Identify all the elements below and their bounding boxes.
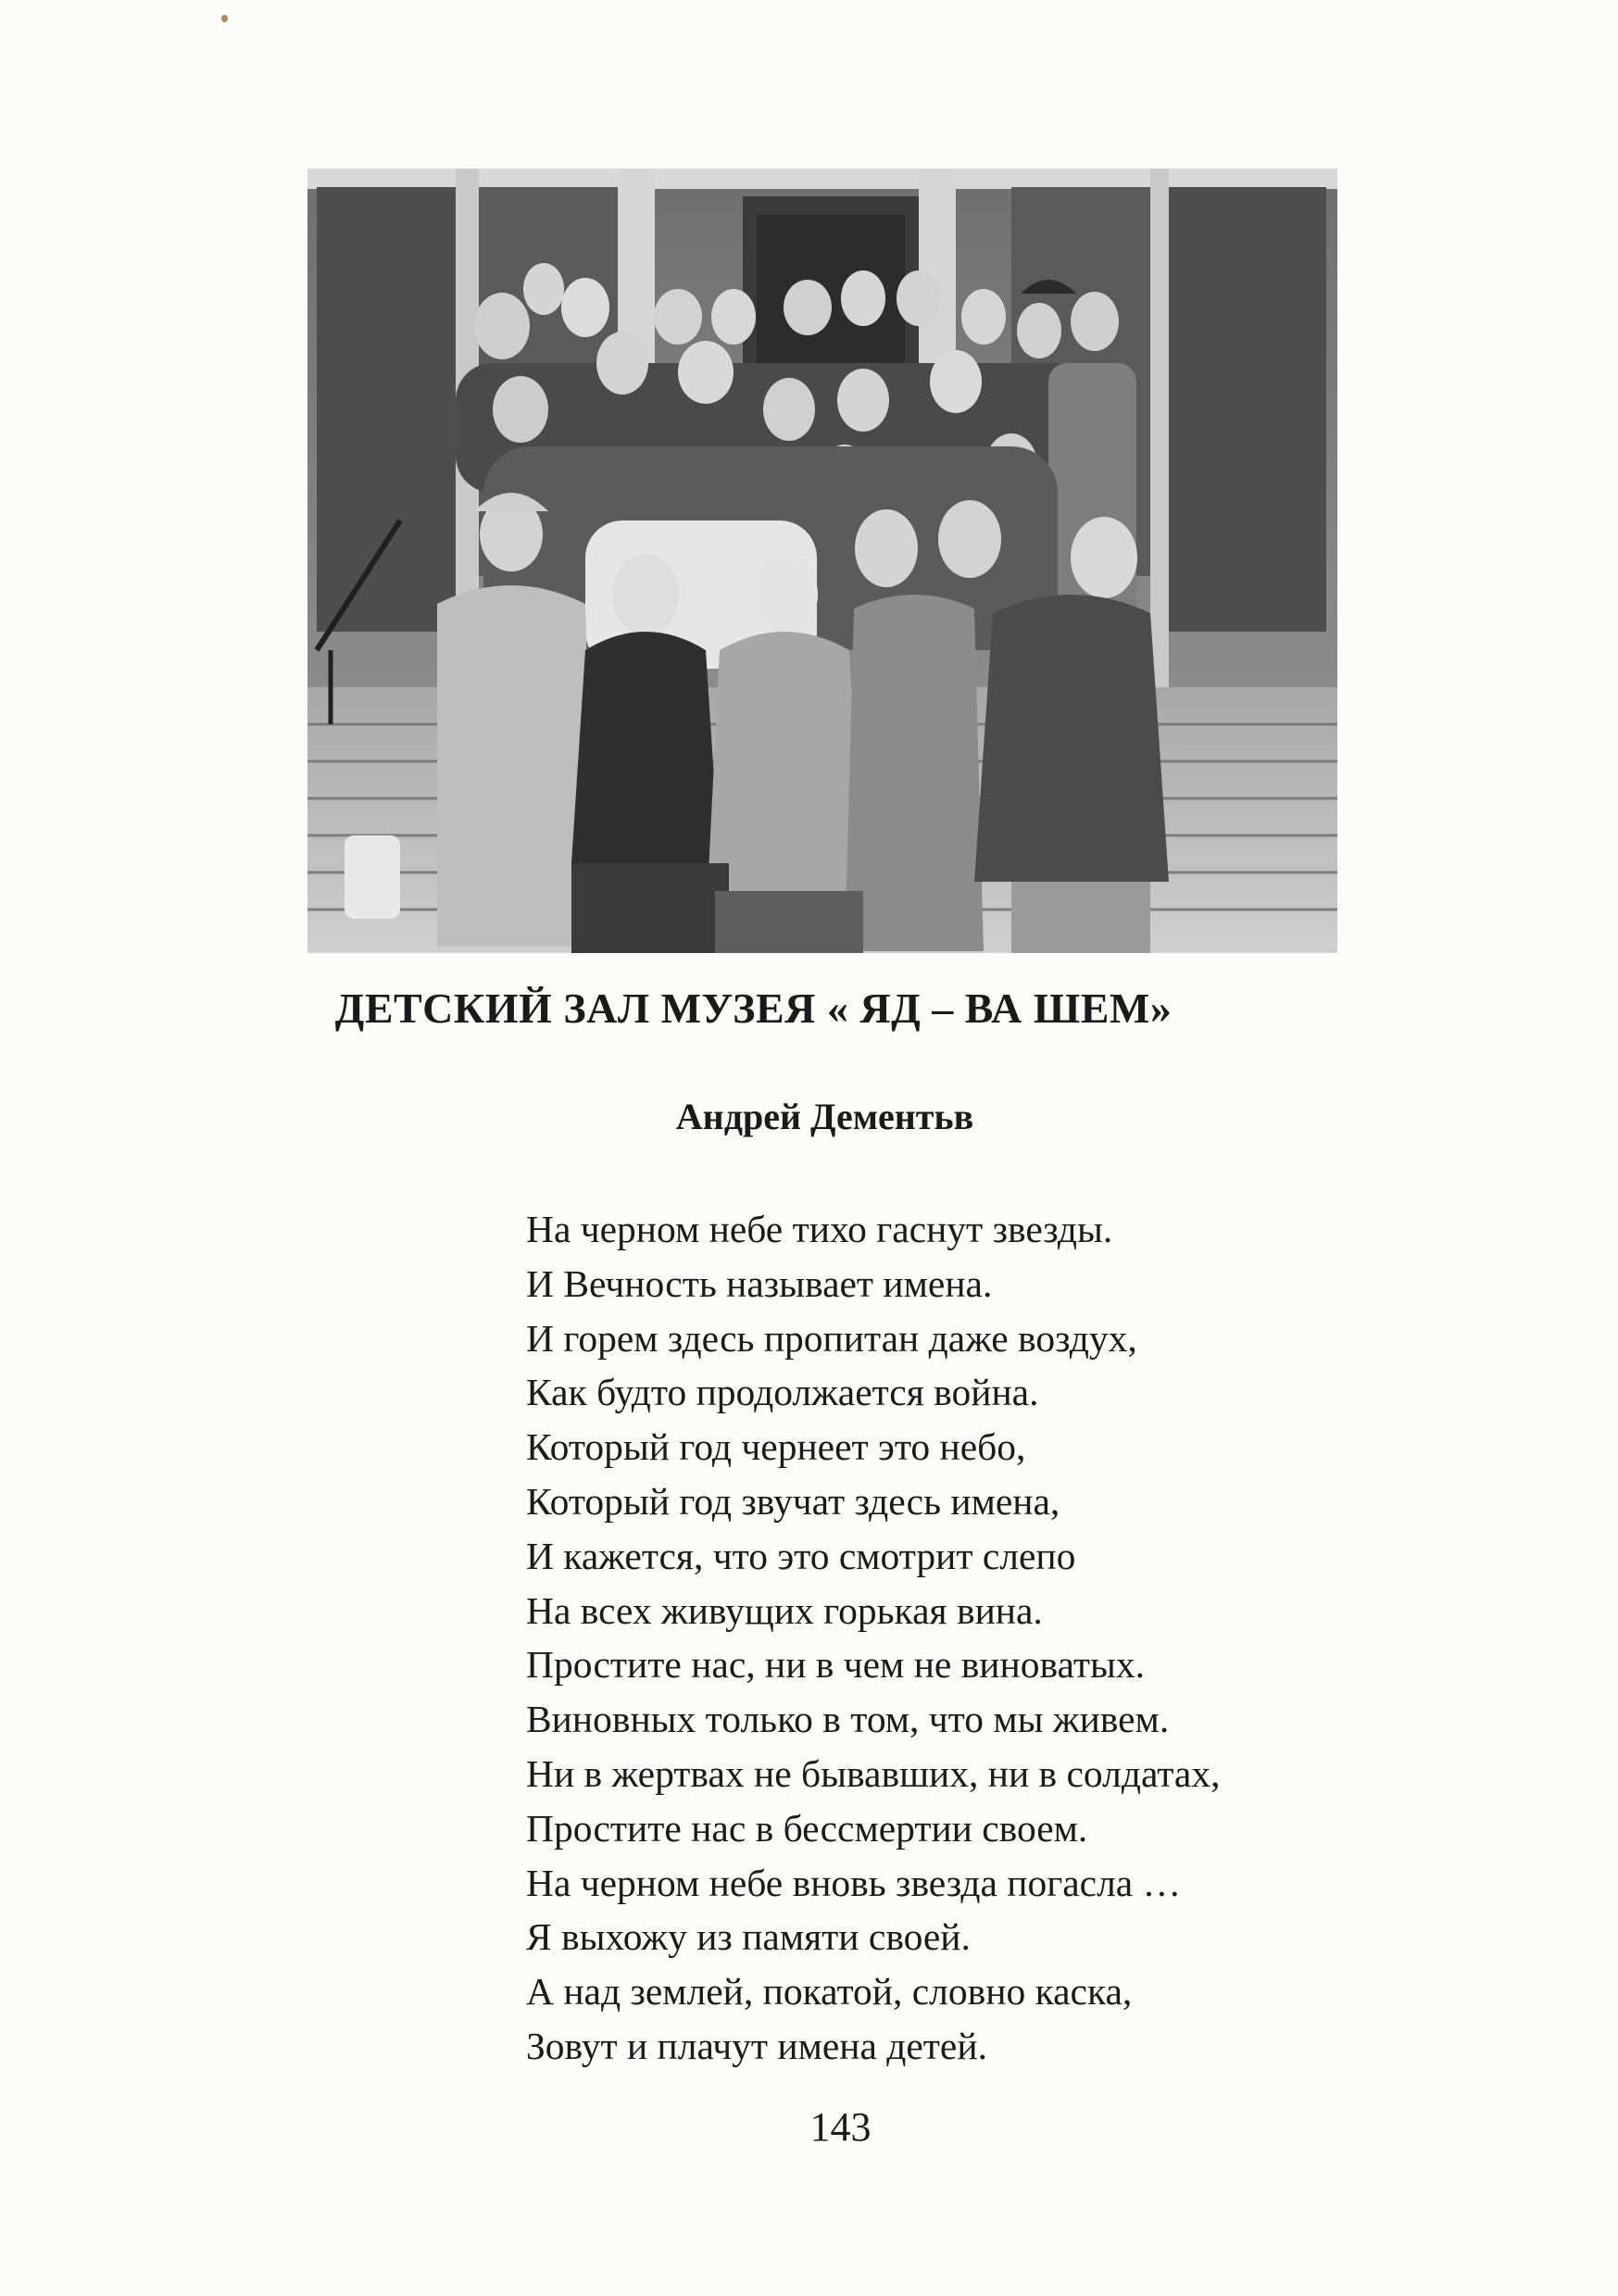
poem-line: И горем здесь пропитан даже воздух, [526, 1316, 1137, 1360]
poem-line: Зовут и плачут имена детей. [526, 2024, 987, 2067]
poem-line: На всех живущих горькая вина. [526, 1588, 1043, 1632]
poem-line: И Вечность называет имена. [526, 1261, 993, 1305]
poem-line: Как будто продолжается война. [526, 1371, 1039, 1414]
author-name-text: Андрей Дементьв [675, 1096, 974, 1137]
poem [526, 1202, 1452, 2074]
poem-line: Ни в жертвах не бывавших, ни в солдатах, [526, 1751, 1221, 1795]
poem-line: А над землей, покатой, словно каска, [526, 1970, 1133, 2014]
group-photo [307, 169, 1337, 953]
poem-line: И кажется, что это смотрит слепо [526, 1534, 1076, 1577]
poem-line: На черном небе тихо гаснут звезды. [526, 1208, 1113, 1250]
poem-line: Я выхожу из памяти своей. [526, 1915, 971, 1959]
author-name [0, 1095, 1618, 1138]
paper-speck [221, 15, 228, 22]
poem-line: Который год звучат здесь имена, [526, 1479, 1060, 1523]
page-number-text: 143 [809, 2104, 872, 2150]
poem-line: Который год чернеет это небо, [526, 1425, 1026, 1469]
poem-line: На черном небе вновь звезда погасла … [526, 1861, 1182, 1904]
page-number [0, 2103, 1618, 2151]
page-title [0, 984, 1618, 1033]
poem-line: Виновных только в том, что мы живем. [526, 1698, 1170, 1741]
page-title-text: ДЕТСКИЙ ЗАЛ МУЗЕЯ « ЯД – ВА ШЕМ» [334, 985, 1173, 1032]
poem-line: Простите нас, ни в чем не виноватых. [526, 1643, 1145, 1687]
poem-line: Простите нас в бессмертии своем. [526, 1806, 1088, 1850]
